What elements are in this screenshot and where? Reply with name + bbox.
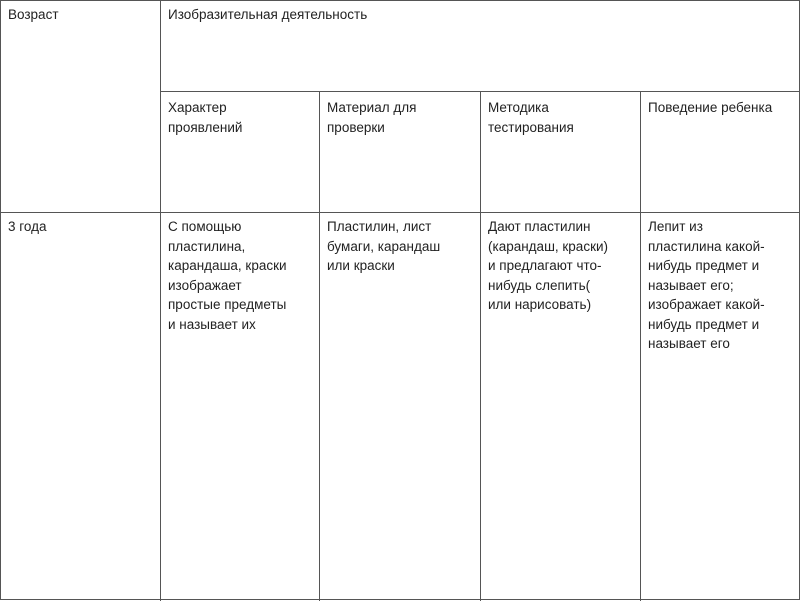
header-group-title: Изобразительная деятельность (168, 7, 368, 22)
column-header-material: Материал для проверки (327, 100, 417, 135)
row-divider (1, 212, 800, 213)
row-age: 3 года (8, 219, 47, 234)
cell-behavior: Лепит из пластилина какой- нибудь предмет и называет его; изображает какой- нибудь предмет и называет его (648, 219, 765, 351)
header-age: Возраст (8, 7, 59, 22)
column-header-behavior: Поведение ребенка (648, 100, 773, 115)
cell-method: Дают пластилин (карандаш, краски) и предлагают что- нибудь слепить( или нарисовать) (488, 219, 609, 312)
cell-manifestation: С помощью пластилина, карандаша, краски изображает простые предметы и называет их (168, 219, 287, 332)
cell-material: Пластилин, лист бумаги, карандаш или краски (327, 219, 441, 273)
column-divider (319, 91, 320, 601)
column-header-method: Методика тестирования (488, 100, 574, 135)
column-header-manifestation: Характер проявлений (168, 100, 243, 135)
column-divider (480, 91, 481, 601)
row-divider (160, 91, 800, 92)
column-divider (640, 91, 641, 601)
